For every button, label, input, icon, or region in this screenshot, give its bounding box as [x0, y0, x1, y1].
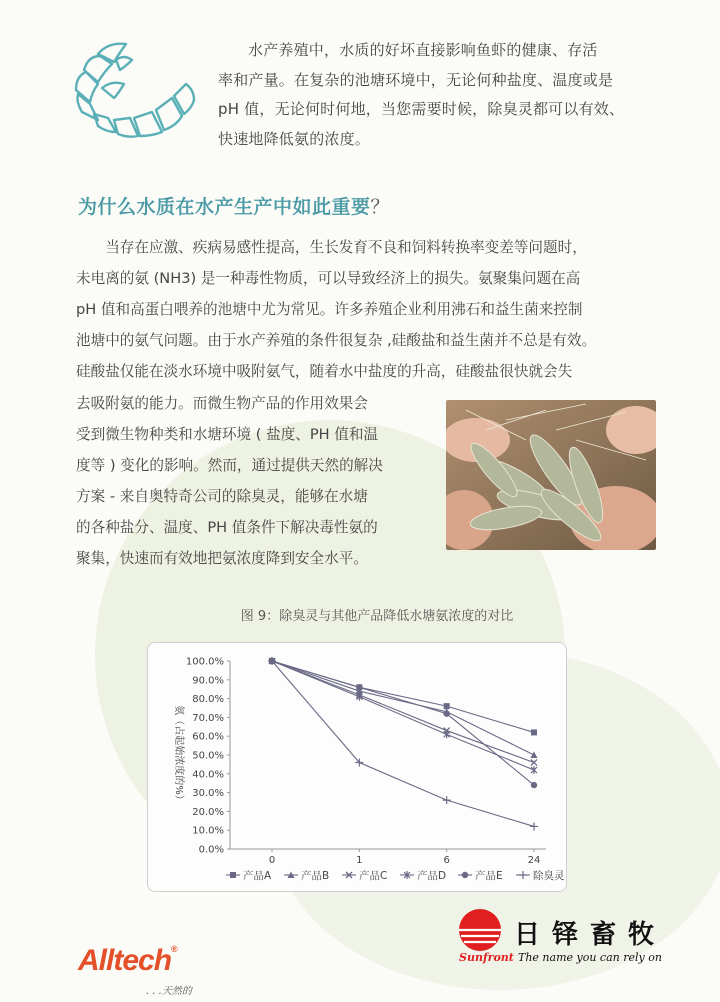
- intro-line-2: 率和产量。在复杂的池塘环境中，无论何种盐度、温度或是: [218, 70, 614, 89]
- legend-label: 产品A: [243, 870, 272, 882]
- y-tick-label: 0.0%: [198, 844, 224, 856]
- section-heading: [78, 192, 390, 219]
- x-tick-label: 6: [443, 855, 450, 866]
- y-tick-label: 100.0%: [185, 656, 224, 668]
- body-left-line-3: 度等 ) 变化的影响。然而，通过提供天然的解决: [76, 457, 383, 474]
- series-line-5: [272, 661, 534, 785]
- data-point-series-4: [444, 730, 450, 738]
- legend-marker: [519, 871, 527, 879]
- body-line-1: 当存在应激、疾病易感性提高，生长发育不良和饲料转换率变差等问题时，: [105, 239, 587, 256]
- ammonia-line-chart: [148, 643, 566, 891]
- y-tick-label: 60.0%: [192, 731, 224, 743]
- data-point-series-5: [531, 782, 537, 788]
- y-tick-label: 30.0%: [192, 788, 224, 800]
- sunfront-tagline: The name you can rely on: [518, 951, 662, 964]
- y-tick-label: 70.0%: [192, 712, 224, 724]
- data-point-series-3: [531, 760, 537, 766]
- body-left-line-5: 的各种盐分、温度、PH 值条件下解决毒性氨的: [76, 519, 378, 536]
- alltech-reg-mark: ®: [171, 944, 177, 954]
- y-tick-label: 40.0%: [192, 769, 224, 781]
- y-axis-label: 氨（占起始浓度的%）: [173, 705, 184, 805]
- y-tick-label: 50.0%: [192, 750, 224, 762]
- data-point-series-6: [443, 796, 451, 804]
- intro-line-4: 快速地降低氨的浓度。: [218, 129, 371, 148]
- legend-label: 除臭灵: [533, 870, 565, 882]
- body-line-5: 硅酸盐仅能在淡水环境中吸附氨气，随着水中盐度的升高，硅酸盐很快就会失: [76, 363, 573, 380]
- legend-marker: [462, 872, 468, 878]
- section-heading-text: 为什么水质在水产生产中如此重要: [78, 196, 371, 218]
- data-point-series-5: [443, 710, 449, 716]
- data-point-series-2: [531, 752, 538, 759]
- chart-frame: [147, 642, 567, 892]
- legend-label: 产品D: [417, 870, 447, 882]
- body-line-3: pH 值和高蛋白喂养的池塘中尤为常见。许多养殖企业利用沸石和益生菌来控制: [76, 301, 583, 318]
- intro-line-3: pH 值，无论何时何地，当您需要时候，除臭灵都可以有效、: [218, 100, 625, 118]
- series-line-2: [272, 661, 534, 755]
- series-line-6: [272, 661, 534, 826]
- body-line-4: 池塘中的氨气问题。由于水产养殖的条件很复杂 ,硅酸盐和益生菌并不总是有效。: [76, 332, 597, 349]
- alltech-slogan: . . .天然的: [146, 986, 192, 997]
- data-point-series-5: [356, 684, 362, 690]
- series-line-3: [272, 661, 534, 763]
- legend-label: 产品E: [475, 870, 503, 882]
- body-line-2: 未电离的氨 (NH3) 是一种毒性物质，可以导致经济上的损失。氨聚集问题在高: [76, 270, 581, 287]
- legend-label: 产品C: [359, 870, 388, 882]
- chart-title: 图 9：除臭灵与其他产品降低水塘氨浓度的对比: [240, 609, 514, 624]
- data-point-series-1: [531, 729, 537, 735]
- y-tick-label: 90.0%: [192, 675, 224, 687]
- body-left-line-4: 方案 - 来自奥特奇公司的除臭灵，能够在水塘: [76, 488, 368, 505]
- sunfront-chinese-name: 日铎畜牧: [514, 920, 667, 950]
- shrimp-outline-icon: [68, 36, 200, 146]
- alltech-logo: [78, 944, 177, 978]
- y-tick-label: 80.0%: [192, 694, 224, 706]
- y-tick-label: 10.0%: [192, 825, 224, 837]
- series-line-1: [272, 661, 534, 732]
- data-point-series-4: [531, 766, 537, 774]
- body-left-line-2: 受到微生物种类和水塘环境 ( 盐度、PH 值和温: [76, 426, 379, 443]
- x-tick-label: 0: [268, 855, 276, 866]
- x-tick-label: 1: [356, 855, 363, 866]
- shrimp-photo: [446, 400, 656, 550]
- body-left-line-1: 去吸附氨的能力。而微生物产品的作用效果会: [76, 395, 368, 412]
- body-paragraph-top: [76, 232, 662, 387]
- section-heading-mark: ？: [370, 196, 391, 218]
- body-left-line-6: 聚集，快速而有效地把氨浓度降到安全水平。: [76, 550, 368, 567]
- body-paragraph-left: [76, 388, 436, 574]
- intro-line-1: 水产养殖中，水质的好坏直接影响鱼虾的健康、存活: [248, 41, 598, 59]
- legend-marker: [230, 872, 236, 878]
- alltech-logo-text: Alltech: [78, 944, 172, 977]
- y-tick-label: 20.0%: [192, 806, 224, 818]
- data-point-series-6: [530, 822, 538, 830]
- intro-paragraph: [218, 36, 668, 154]
- series-line-4: [272, 661, 534, 770]
- x-tick-label: 24: [527, 855, 541, 866]
- legend-label: 产品B: [301, 870, 330, 882]
- data-point-series-1: [444, 703, 450, 709]
- sunfront-english-name: Sunfront: [459, 951, 514, 964]
